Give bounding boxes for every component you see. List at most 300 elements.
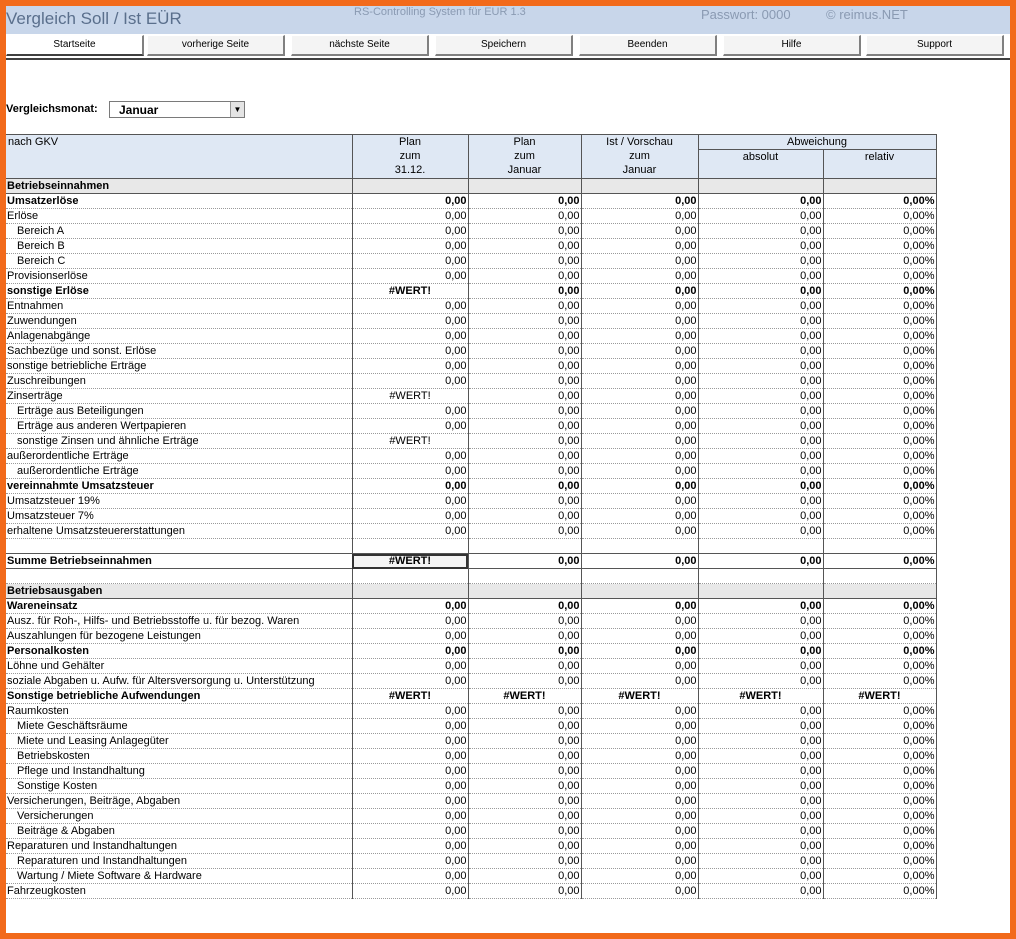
value-cell[interactable]: 0,00% [823, 839, 936, 854]
value-cell[interactable]: 0,00 [468, 719, 581, 734]
row-label[interactable]: soziale Abgaben u. Aufw. für Altersversorgung u. Unterstützung [6, 674, 352, 689]
value-cell[interactable] [823, 569, 936, 584]
row-label[interactable]: außerordentliche Erträge [6, 464, 352, 479]
copyright-link[interactable]: © reimus.NET [826, 7, 908, 22]
value-cell[interactable]: 0,00% [823, 794, 936, 809]
value-cell[interactable]: 0,00 [581, 509, 698, 524]
row-label[interactable]: Umsatzsteuer 19% [6, 494, 352, 509]
row-label[interactable]: sonstige betriebliche Erträge [6, 359, 352, 374]
value-cell[interactable]: 0,00 [581, 599, 698, 614]
value-cell[interactable]: 0,00% [823, 389, 936, 404]
value-cell[interactable]: 0,00 [581, 629, 698, 644]
row-label[interactable]: Beiträge & Abgaben [6, 824, 352, 839]
value-cell[interactable]: 0,00 [698, 254, 823, 269]
value-cell[interactable] [698, 539, 823, 554]
value-cell[interactable] [581, 179, 698, 194]
value-cell[interactable]: 0,00% [823, 719, 936, 734]
value-cell[interactable]: 0,00 [352, 209, 468, 224]
value-cell[interactable]: 0,00 [581, 434, 698, 449]
value-cell[interactable]: 0,00 [698, 644, 823, 659]
row-label[interactable]: Summe Betriebseinnahmen [6, 554, 352, 569]
value-cell[interactable]: 0,00 [698, 299, 823, 314]
value-cell[interactable]: 0,00 [698, 659, 823, 674]
value-cell[interactable]: 0,00 [468, 764, 581, 779]
value-cell[interactable]: 0,00% [823, 854, 936, 869]
value-cell[interactable]: 0,00 [352, 239, 468, 254]
value-cell[interactable]: 0,00 [698, 614, 823, 629]
value-cell[interactable]: 0,00% [823, 254, 936, 269]
value-cell[interactable]: 0,00 [352, 419, 468, 434]
value-cell[interactable]: 0,00 [468, 419, 581, 434]
value-cell[interactable]: 0,00 [468, 824, 581, 839]
row-label[interactable]: Löhne und Gehälter [6, 659, 352, 674]
value-cell[interactable]: 0,00 [581, 614, 698, 629]
chevron-down-icon[interactable]: ▼ [230, 102, 244, 117]
value-cell[interactable]: 0,00 [698, 869, 823, 884]
value-cell[interactable]: 0,00 [698, 839, 823, 854]
row-label[interactable]: Umsatzsteuer 7% [6, 509, 352, 524]
value-cell[interactable]: 0,00 [468, 299, 581, 314]
value-cell[interactable]: 0,00 [468, 614, 581, 629]
value-cell[interactable]: 0,00 [581, 644, 698, 659]
next-page-button[interactable]: nächste Seite [291, 35, 429, 56]
value-cell[interactable]: 0,00 [698, 629, 823, 644]
value-cell[interactable]: 0,00 [352, 854, 468, 869]
value-cell[interactable]: 0,00 [698, 509, 823, 524]
row-label[interactable]: Reparaturen und Instandhaltungen [6, 839, 352, 854]
value-cell[interactable]: 0,00 [468, 674, 581, 689]
value-cell[interactable] [468, 539, 581, 554]
value-cell[interactable]: 0,00% [823, 869, 936, 884]
value-cell[interactable]: 0,00 [352, 524, 468, 539]
row-label[interactable]: Zinserträge [6, 389, 352, 404]
value-cell[interactable]: 0,00 [352, 869, 468, 884]
value-cell[interactable]: 0,00 [581, 284, 698, 299]
row-label[interactable]: erhaltene Umsatzsteuererstattungen [6, 524, 352, 539]
value-cell[interactable]: 0,00% [823, 224, 936, 239]
value-cell[interactable] [823, 539, 936, 554]
value-cell[interactable]: 0,00 [352, 374, 468, 389]
value-cell[interactable]: 0,00 [698, 389, 823, 404]
value-cell[interactable]: 0,00 [468, 869, 581, 884]
value-cell[interactable] [468, 584, 581, 599]
value-cell[interactable]: 0,00 [581, 269, 698, 284]
value-cell[interactable]: 0,00 [352, 254, 468, 269]
value-cell[interactable] [823, 584, 936, 599]
value-cell[interactable]: 0,00 [581, 734, 698, 749]
value-cell[interactable] [468, 569, 581, 584]
row-label[interactable]: Reparaturen und Instandhaltungen [6, 854, 352, 869]
value-cell[interactable]: 0,00% [823, 344, 936, 359]
row-label[interactable]: Sachbezüge und sonst. Erlöse [6, 344, 352, 359]
value-cell[interactable]: 0,00 [581, 209, 698, 224]
row-label[interactable]: Ausz. für Roh-, Hilfs- und Betriebsstoffe u. für bezog. Waren [6, 614, 352, 629]
row-label[interactable]: Bereich A [6, 224, 352, 239]
value-cell[interactable]: 0,00 [581, 794, 698, 809]
value-cell[interactable] [698, 179, 823, 194]
row-label[interactable]: Sonstige betriebliche Aufwendungen [6, 689, 352, 704]
value-cell[interactable]: 0,00 [352, 314, 468, 329]
value-cell[interactable]: 0,00 [581, 779, 698, 794]
value-cell[interactable]: 0,00% [823, 329, 936, 344]
help-button[interactable]: Hilfe [723, 35, 861, 56]
value-cell[interactable]: 0,00 [581, 494, 698, 509]
value-cell[interactable]: 0,00 [581, 404, 698, 419]
value-cell[interactable]: 0,00 [581, 884, 698, 899]
value-cell[interactable]: 0,00% [823, 194, 936, 209]
value-cell[interactable]: 0,00 [468, 314, 581, 329]
value-cell[interactable]: 0,00 [581, 449, 698, 464]
value-cell[interactable]: 0,00 [352, 479, 468, 494]
value-cell[interactable]: 0,00 [698, 194, 823, 209]
value-cell[interactable]: 0,00% [823, 314, 936, 329]
value-cell[interactable]: 0,00% [823, 374, 936, 389]
table-row [6, 719, 936, 734]
value-cell[interactable]: 0,00 [698, 374, 823, 389]
value-cell[interactable]: 0,00 [581, 344, 698, 359]
value-cell[interactable]: 0,00 [581, 359, 698, 374]
value-cell[interactable]: 0,00 [698, 719, 823, 734]
value-cell[interactable]: 0,00 [352, 839, 468, 854]
value-cell[interactable]: #WERT! [352, 554, 468, 569]
value-cell[interactable]: 0,00 [581, 239, 698, 254]
value-cell[interactable]: 0,00 [468, 599, 581, 614]
value-cell[interactable]: #WERT! [823, 689, 936, 704]
value-cell[interactable]: 0,00 [352, 614, 468, 629]
value-cell[interactable]: 0,00 [352, 779, 468, 794]
row-label[interactable]: Raumkosten [6, 704, 352, 719]
value-cell[interactable]: 0,00 [581, 464, 698, 479]
value-cell[interactable]: 0,00% [823, 884, 936, 899]
value-cell[interactable]: 0,00 [698, 269, 823, 284]
row-label[interactable]: sonstige Erlöse [6, 284, 352, 299]
value-cell[interactable]: 0,00% [823, 524, 936, 539]
value-cell[interactable]: 0,00 [581, 554, 698, 569]
value-cell[interactable]: 0,00 [468, 704, 581, 719]
value-cell[interactable]: 0,00% [823, 779, 936, 794]
value-cell[interactable]: 0,00 [352, 719, 468, 734]
value-cell[interactable]: 0,00% [823, 449, 936, 464]
value-cell[interactable]: 0,00 [468, 209, 581, 224]
value-cell[interactable]: 0,00 [581, 224, 698, 239]
value-cell[interactable] [698, 569, 823, 584]
row-label[interactable]: Erträge aus Beteiligungen [6, 404, 352, 419]
value-cell[interactable]: 0,00 [352, 734, 468, 749]
value-cell[interactable]: 0,00% [823, 749, 936, 764]
value-cell[interactable] [581, 584, 698, 599]
value-cell[interactable]: 0,00% [823, 659, 936, 674]
quit-button[interactable]: Beenden [579, 35, 717, 56]
value-cell[interactable]: 0,00 [352, 299, 468, 314]
value-cell[interactable]: 0,00 [698, 494, 823, 509]
value-cell[interactable]: 0,00 [581, 674, 698, 689]
value-cell[interactable]: 0,00 [468, 809, 581, 824]
value-cell[interactable]: 0,00 [581, 719, 698, 734]
value-cell[interactable]: 0,00 [698, 209, 823, 224]
value-cell[interactable]: #WERT! [352, 689, 468, 704]
value-cell[interactable]: 0,00 [581, 659, 698, 674]
row-label[interactable]: Versicherungen, Beiträge, Abgaben [6, 794, 352, 809]
value-cell[interactable] [581, 569, 698, 584]
value-cell[interactable] [823, 179, 936, 194]
value-cell[interactable]: 0,00 [352, 749, 468, 764]
value-cell[interactable]: 0,00 [468, 344, 581, 359]
row-label[interactable]: Erlöse [6, 209, 352, 224]
value-cell[interactable]: 0,00 [698, 794, 823, 809]
value-cell[interactable]: 0,00 [468, 194, 581, 209]
value-cell[interactable]: 0,00 [581, 419, 698, 434]
value-cell[interactable]: 0,00 [698, 404, 823, 419]
row-label[interactable] [6, 539, 352, 554]
value-cell[interactable]: 0,00 [352, 329, 468, 344]
value-cell[interactable]: 0,00% [823, 704, 936, 719]
value-cell[interactable]: 0,00 [698, 599, 823, 614]
value-cell[interactable]: 0,00 [352, 404, 468, 419]
row-label[interactable]: Wartung / Miete Software & Hardware [6, 869, 352, 884]
value-cell[interactable]: 0,00 [698, 524, 823, 539]
value-cell[interactable]: 0,00 [581, 374, 698, 389]
value-cell[interactable]: 0,00 [581, 194, 698, 209]
value-cell[interactable]: #WERT! [468, 689, 581, 704]
value-cell[interactable]: 0,00 [468, 269, 581, 284]
value-cell[interactable]: 0,00% [823, 629, 936, 644]
value-cell[interactable]: 0,00% [823, 554, 936, 569]
value-cell[interactable]: 0,00 [468, 224, 581, 239]
value-cell[interactable]: 0,00 [698, 884, 823, 899]
row-label[interactable]: Anlagenabgänge [6, 329, 352, 344]
value-cell[interactable]: 0,00 [698, 764, 823, 779]
value-cell[interactable]: 0,00 [352, 809, 468, 824]
row-label[interactable]: Versicherungen [6, 809, 352, 824]
value-cell[interactable]: 0,00 [698, 239, 823, 254]
value-cell[interactable]: 0,00 [698, 554, 823, 569]
row-label[interactable]: Miete und Leasing Anlagegüter [6, 734, 352, 749]
value-cell[interactable]: 0,00 [468, 779, 581, 794]
value-cell[interactable]: 0,00 [352, 764, 468, 779]
value-cell[interactable]: 0,00 [698, 749, 823, 764]
value-cell[interactable]: 0,00 [352, 344, 468, 359]
value-cell[interactable]: 0,00 [352, 509, 468, 524]
value-cell[interactable]: #WERT! [581, 689, 698, 704]
value-cell[interactable]: 0,00 [698, 359, 823, 374]
row-label[interactable]: Pflege und Instandhaltung [6, 764, 352, 779]
value-cell[interactable]: #WERT! [698, 689, 823, 704]
value-cell[interactable]: 0,00% [823, 464, 936, 479]
value-cell[interactable]: 0,00 [352, 224, 468, 239]
value-cell[interactable]: 0,00 [352, 194, 468, 209]
value-cell[interactable] [352, 584, 468, 599]
value-cell[interactable]: 0,00 [698, 329, 823, 344]
value-cell[interactable]: #WERT! [352, 284, 468, 299]
value-cell[interactable]: 0,00 [468, 524, 581, 539]
value-cell[interactable]: 0,00 [352, 359, 468, 374]
value-cell[interactable]: 0,00 [352, 599, 468, 614]
value-cell[interactable]: 0,00 [581, 329, 698, 344]
value-cell[interactable] [352, 539, 468, 554]
value-cell[interactable]: 0,00 [698, 284, 823, 299]
value-cell[interactable] [468, 179, 581, 194]
row-label[interactable]: Entnahmen [6, 299, 352, 314]
value-cell[interactable]: 0,00 [468, 644, 581, 659]
value-cell[interactable] [698, 584, 823, 599]
value-cell[interactable]: 0,00 [468, 239, 581, 254]
value-cell[interactable]: 0,00% [823, 239, 936, 254]
value-cell[interactable]: 0,00% [823, 419, 936, 434]
value-cell[interactable]: 0,00 [581, 299, 698, 314]
value-cell[interactable]: 0,00% [823, 509, 936, 524]
value-cell[interactable]: 0,00% [823, 764, 936, 779]
value-cell[interactable]: 0,00% [823, 644, 936, 659]
value-cell[interactable]: 0,00 [352, 794, 468, 809]
value-cell[interactable]: 0,00 [468, 509, 581, 524]
value-cell[interactable]: 0,00 [581, 254, 698, 269]
row-label[interactable]: Betriebseinnahmen [6, 179, 352, 194]
value-cell[interactable] [352, 569, 468, 584]
value-cell[interactable]: 0,00 [581, 824, 698, 839]
row-label[interactable]: vereinnahmte Umsatzsteuer [6, 479, 352, 494]
value-cell[interactable]: 0,00 [581, 839, 698, 854]
value-cell[interactable]: 0,00% [823, 494, 936, 509]
value-cell[interactable]: 0,00 [698, 344, 823, 359]
value-cell[interactable]: 0,00 [352, 494, 468, 509]
value-cell[interactable]: 0,00 [581, 314, 698, 329]
value-cell[interactable]: 0,00 [581, 854, 698, 869]
value-cell[interactable]: 0,00 [468, 449, 581, 464]
value-cell[interactable]: 0,00 [468, 854, 581, 869]
value-cell[interactable] [581, 539, 698, 554]
row-label[interactable]: Wareneinsatz [6, 599, 352, 614]
value-cell[interactable]: 0,00 [468, 254, 581, 269]
value-cell[interactable]: 0,00 [468, 839, 581, 854]
value-cell[interactable]: 0,00 [468, 284, 581, 299]
value-cell[interactable]: 0,00 [581, 704, 698, 719]
row-label[interactable]: Personalkosten [6, 644, 352, 659]
value-cell[interactable]: 0,00% [823, 299, 936, 314]
value-cell[interactable]: 0,00 [468, 629, 581, 644]
value-cell[interactable]: 0,00 [581, 524, 698, 539]
value-cell[interactable]: 0,00 [352, 674, 468, 689]
row-label[interactable]: Zuschreibungen [6, 374, 352, 389]
value-cell[interactable]: 0,00 [468, 374, 581, 389]
value-cell[interactable]: 0,00 [581, 479, 698, 494]
value-cell[interactable]: 0,00% [823, 614, 936, 629]
row-label[interactable]: Erträge aus anderen Wertpapieren [6, 419, 352, 434]
value-cell[interactable]: 0,00 [352, 269, 468, 284]
value-cell[interactable]: 0,00 [352, 884, 468, 899]
value-cell[interactable]: 0,00 [698, 779, 823, 794]
value-cell[interactable]: 0,00 [698, 809, 823, 824]
value-cell[interactable]: 0,00 [698, 824, 823, 839]
row-label[interactable]: Fahrzeugkosten [6, 884, 352, 899]
value-cell[interactable]: 0,00 [468, 464, 581, 479]
value-cell[interactable] [352, 179, 468, 194]
value-cell[interactable]: 0,00% [823, 824, 936, 839]
previous-page-button[interactable]: vorherige Seite [147, 35, 285, 56]
row-label[interactable]: Umsatzerlöse [6, 194, 352, 209]
row-label[interactable]: sonstige Zinsen und ähnliche Erträge [6, 434, 352, 449]
value-cell[interactable]: 0,00 [581, 749, 698, 764]
month-label: Vergleichsmonat: [6, 103, 98, 115]
value-cell[interactable]: 0,00 [468, 404, 581, 419]
row-label[interactable]: Auszahlungen für bezogene Leistungen [6, 629, 352, 644]
value-cell[interactable]: 0,00 [468, 734, 581, 749]
value-cell[interactable]: 0,00% [823, 599, 936, 614]
value-cell[interactable]: 0,00 [352, 449, 468, 464]
value-cell[interactable]: 0,00 [698, 734, 823, 749]
value-cell[interactable]: 0,00 [468, 359, 581, 374]
value-cell[interactable]: 0,00% [823, 479, 936, 494]
row-label[interactable]: Miete Geschäftsräume [6, 719, 352, 734]
value-cell[interactable]: 0,00% [823, 734, 936, 749]
row-label[interactable] [6, 569, 352, 584]
value-cell[interactable]: 0,00% [823, 674, 936, 689]
value-cell[interactable]: #WERT! [352, 389, 468, 404]
value-cell[interactable]: 0,00 [581, 869, 698, 884]
row-label[interactable]: Betriebsausgaben [6, 584, 352, 599]
value-cell[interactable]: 0,00 [352, 464, 468, 479]
value-cell[interactable]: 0,00 [698, 224, 823, 239]
value-cell[interactable]: 0,00 [698, 479, 823, 494]
value-cell[interactable]: 0,00% [823, 809, 936, 824]
value-cell[interactable]: 0,00 [698, 464, 823, 479]
value-cell[interactable]: 0,00 [698, 449, 823, 464]
month-select[interactable] [109, 101, 245, 118]
row-label[interactable]: außerordentliche Erträge [6, 449, 352, 464]
row-label[interactable]: Bereich B [6, 239, 352, 254]
value-cell[interactable]: 0,00 [698, 314, 823, 329]
value-cell[interactable]: 0,00 [352, 644, 468, 659]
save-button[interactable]: Speichern [435, 35, 573, 56]
value-cell[interactable]: 0,00 [698, 854, 823, 869]
value-cell[interactable]: 0,00 [468, 554, 581, 569]
value-cell[interactable]: 0,00% [823, 434, 936, 449]
value-cell[interactable]: 0,00% [823, 359, 936, 374]
value-cell[interactable]: 0,00 [698, 419, 823, 434]
row-label[interactable]: Sonstige Kosten [6, 779, 352, 794]
value-cell[interactable]: 0,00 [352, 659, 468, 674]
value-cell[interactable]: 0,00 [352, 629, 468, 644]
row-label[interactable]: Provisionserlöse [6, 269, 352, 284]
value-cell[interactable]: 0,00 [352, 704, 468, 719]
value-cell[interactable]: 0,00 [468, 434, 581, 449]
value-cell[interactable]: 0,00 [468, 494, 581, 509]
value-cell[interactable]: 0,00% [823, 209, 936, 224]
value-cell[interactable]: 0,00 [468, 659, 581, 674]
support-button[interactable]: Support [866, 35, 1004, 56]
start-page-button[interactable]: Startseite [6, 35, 144, 56]
value-cell[interactable]: #WERT! [352, 434, 468, 449]
value-cell[interactable]: 0,00 [698, 704, 823, 719]
value-cell[interactable]: 0,00 [468, 884, 581, 899]
value-cell[interactable]: 0,00 [352, 824, 468, 839]
value-cell[interactable]: 0,00 [698, 674, 823, 689]
value-cell[interactable]: 0,00 [468, 749, 581, 764]
row-label[interactable]: Betriebskosten [6, 749, 352, 764]
value-cell[interactable]: 0,00% [823, 284, 936, 299]
value-cell[interactable]: 0,00 [698, 434, 823, 449]
value-cell[interactable]: 0,00 [581, 764, 698, 779]
value-cell[interactable]: 0,00 [581, 809, 698, 824]
value-cell[interactable]: 0,00% [823, 404, 936, 419]
value-cell[interactable]: 0,00 [581, 389, 698, 404]
row-label[interactable]: Zuwendungen [6, 314, 352, 329]
value-cell[interactable]: 0,00 [468, 329, 581, 344]
value-cell[interactable]: 0,00 [468, 794, 581, 809]
value-cell[interactable]: 0,00 [468, 389, 581, 404]
value-cell[interactable]: 0,00 [468, 479, 581, 494]
row-label[interactable]: Bereich C [6, 254, 352, 269]
value-cell[interactable]: 0,00% [823, 269, 936, 284]
